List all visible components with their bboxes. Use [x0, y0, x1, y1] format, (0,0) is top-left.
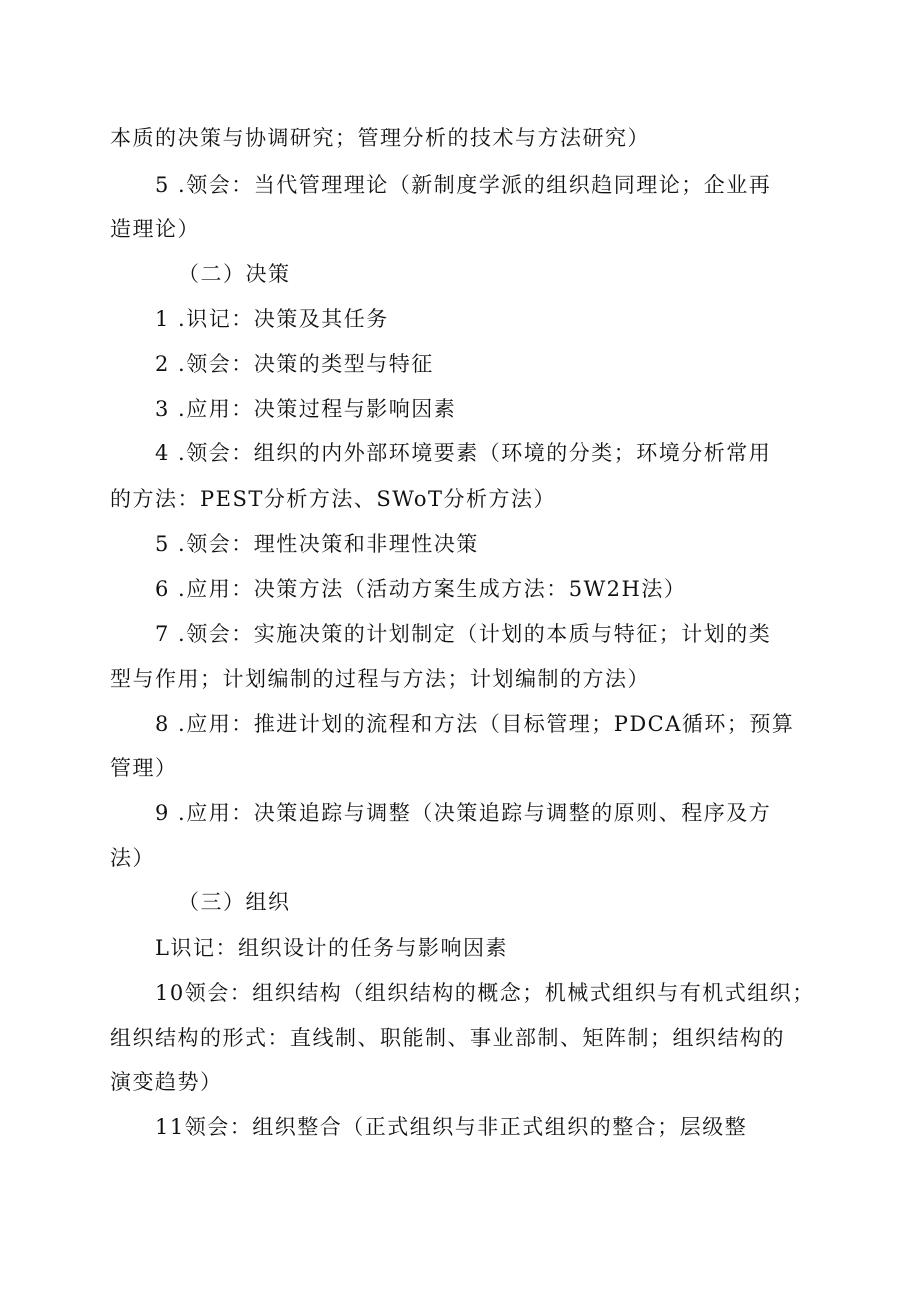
section-heading: （二）决策	[178, 262, 291, 286]
list-item: L识记：组织设计的任务与影响因素	[155, 936, 508, 960]
list-item: 3 .应用：决策过程与影响因素	[155, 397, 457, 421]
list-item: 5 .领会：理性决策和非理性决策	[155, 532, 479, 556]
text-line: 造理论）	[110, 217, 200, 241]
list-item: 2 .领会：决策的类型与特征	[155, 352, 434, 376]
list-item: 1 .识记：决策及其任务	[155, 307, 389, 331]
text-line: 管理）	[110, 756, 178, 780]
list-item: 4 .领会：组织的内外部环境要素（环境的分类；环境分析常用	[155, 441, 772, 465]
text-line: 法）	[110, 846, 155, 870]
list-item: 11领会：组织整合（正式组织与非正式组织的整合；层级整	[155, 1115, 748, 1139]
text-line: 本质的决策与协调研究；管理分析的技术与方法研究）	[110, 126, 650, 150]
list-item: 7 .领会：实施决策的计划制定（计划的本质与特征；计划的类	[155, 622, 772, 646]
list-item: 5 .领会：当代管理理论（新制度学派的组织趋同理论；企业再	[155, 173, 772, 197]
text-line: 组织结构的形式：直线制、职能制、事业部制、矩阵制；组织结构的	[110, 1026, 785, 1050]
list-item: 8 .应用：推进计划的流程和方法（目标管理；PDCA循环；预算	[155, 712, 795, 736]
text-line: 型与作用；计划编制的过程与方法；计划编制的方法）	[110, 667, 650, 691]
list-item: 6 .应用：决策方法（活动方案生成方法：5W2H法）	[155, 577, 687, 601]
section-heading: （三）组织	[178, 890, 291, 914]
list-item: 9 .应用：决策追踪与调整（决策追踪与调整的原则、程序及方	[155, 801, 772, 825]
list-item: 10领会：组织结构（组织结构的概念；机械式组织与有机式组织；	[155, 981, 815, 1005]
text-line: 的方法：PEST分析方法、SWoT分析方法）	[110, 487, 557, 511]
text-line: 演变趋势）	[110, 1070, 223, 1094]
